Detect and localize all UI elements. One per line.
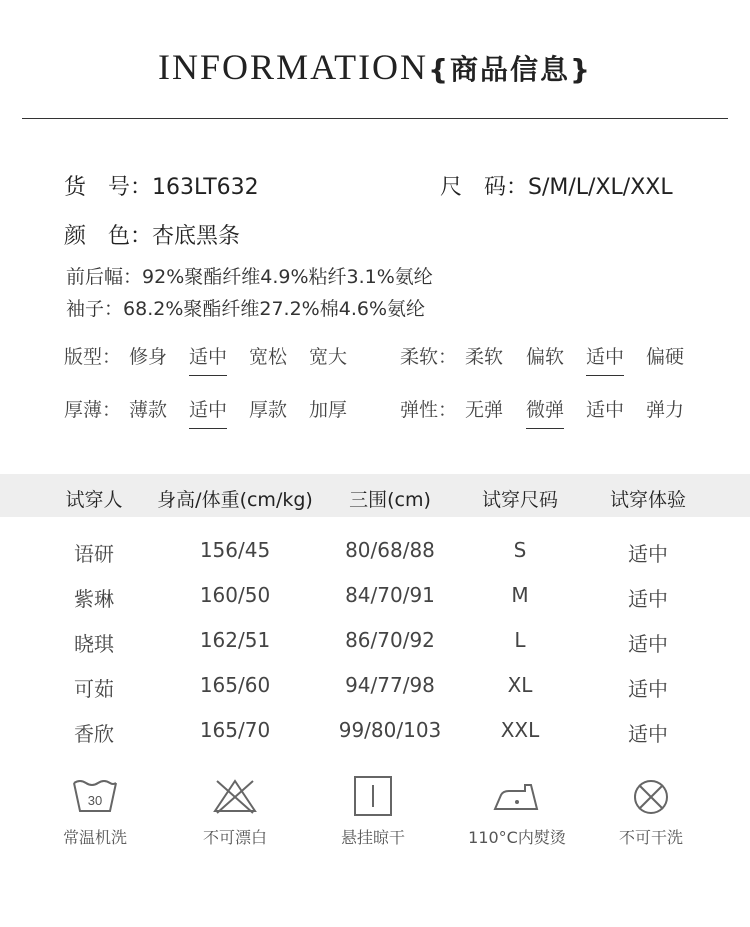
td-height-weight: 160/50 (199, 583, 271, 607)
care-item-no-dry-clean (586, 775, 716, 848)
th-experience: 试穿体验 (609, 489, 686, 511)
title-cn: {商品信息} (428, 53, 592, 86)
td-tester: 紫琳 (74, 587, 114, 611)
th-measurements: 三围(cm) (349, 489, 431, 511)
th-height-weight: 身高/体重(cm/kg) (157, 489, 313, 511)
color-value: 杏底黑条 (152, 224, 241, 249)
front-back-row (66, 262, 433, 289)
td-measurements: 86/70/92 (345, 628, 435, 652)
header-divider (22, 118, 728, 119)
td-measurements: 94/77/98 (345, 673, 435, 697)
size-row (440, 170, 673, 201)
fit-option-2-selected: 适中 (189, 342, 227, 376)
td-size: M (511, 583, 529, 607)
item-no-label: 货 号： (64, 175, 153, 200)
care-label-wash: 常温机洗 (62, 828, 127, 847)
no-dry-clean-icon (627, 775, 675, 817)
thickness-option-2-selected: 适中 (189, 395, 227, 429)
elasticity-option-4: 弹力 (646, 399, 685, 421)
care-item-iron (452, 775, 582, 848)
iron-icon (491, 775, 543, 817)
td-tester: 晓琪 (74, 632, 114, 656)
care-item-no-bleach (170, 775, 300, 848)
care-label-no-dry-clean: 不可干洗 (618, 828, 683, 847)
care-label-iron: 110°C内熨烫 (468, 828, 566, 847)
td-measurements: 80/68/88 (345, 538, 435, 562)
elasticity-option-2-selected: 微弹 (526, 395, 564, 429)
size-value: S/M/L/XL/XXL (528, 175, 673, 200)
td-height-weight: 165/60 (199, 673, 271, 697)
td-size: XXL (500, 718, 540, 742)
front-back-value: 92%聚酯纤维4.9%粘纤3.1%氨纶 (142, 266, 433, 288)
td-size: L (514, 628, 526, 652)
no-bleach-icon (211, 775, 259, 817)
svg-text:30: 30 (87, 793, 103, 808)
softness-label: 柔软： (400, 346, 458, 368)
item-no-row (64, 170, 259, 201)
sleeve-value: 68.2%聚酯纤维27.2%棉4.6%氨纶 (123, 298, 426, 320)
thickness-option-4: 加厚 (309, 399, 348, 421)
fit-option-3: 宽松 (249, 346, 288, 368)
fit-option-1: 修身 (129, 346, 168, 368)
td-measurements: 84/70/91 (345, 583, 435, 607)
softness-option-4: 偏硬 (646, 346, 685, 368)
fit-option-4: 宽大 (309, 346, 348, 368)
td-tester: 香欣 (74, 722, 114, 746)
elasticity-label: 弹性： (400, 399, 458, 421)
td-tester: 可茹 (74, 677, 114, 701)
softness-option-3-selected: 适中 (586, 342, 624, 376)
item-no-value: 163LT632 (152, 175, 259, 200)
page-title (0, 46, 750, 88)
th-tester: 试穿人 (65, 489, 123, 511)
td-height-weight: 165/70 (199, 718, 271, 742)
hang-dry-icon (349, 775, 397, 817)
color-row (64, 219, 240, 250)
td-size: XL (507, 673, 533, 697)
care-label-hang-dry: 悬挂晾干 (340, 828, 405, 847)
td-tester: 语研 (74, 542, 114, 566)
care-label-no-bleach: 不可漂白 (202, 828, 267, 847)
td-experience: 适中 (628, 722, 668, 746)
care-item-hang-dry (308, 775, 438, 848)
sleeve-row (66, 294, 425, 321)
elasticity-option-3: 适中 (586, 399, 625, 421)
fit-label: 版型： (64, 346, 122, 368)
care-item-wash (30, 775, 160, 848)
thickness-label: 厚薄： (64, 399, 122, 421)
th-size: 试穿尺码 (481, 489, 558, 511)
wash-30-icon (71, 775, 119, 817)
sleeve-label: 袖子： (66, 298, 124, 320)
td-experience: 适中 (628, 632, 668, 656)
elasticity-option-1: 无弹 (465, 399, 504, 421)
td-height-weight: 156/45 (199, 538, 271, 562)
color-label: 颜 色： (64, 224, 153, 249)
softness-option-1: 柔软 (465, 346, 504, 368)
softness-option-2: 偏软 (526, 346, 565, 368)
td-experience: 适中 (628, 587, 668, 611)
thickness-option-3: 厚款 (249, 399, 288, 421)
thickness-option-1: 薄款 (129, 399, 168, 421)
td-size: S (513, 538, 527, 562)
size-label: 尺 码： (440, 175, 529, 200)
td-height-weight: 162/51 (199, 628, 271, 652)
td-experience: 适中 (628, 677, 668, 701)
title-en: INFORMATION (158, 47, 429, 87)
td-experience: 适中 (628, 542, 668, 566)
front-back-label: 前后幅： (66, 266, 143, 288)
td-measurements: 99/80/103 (338, 718, 442, 742)
